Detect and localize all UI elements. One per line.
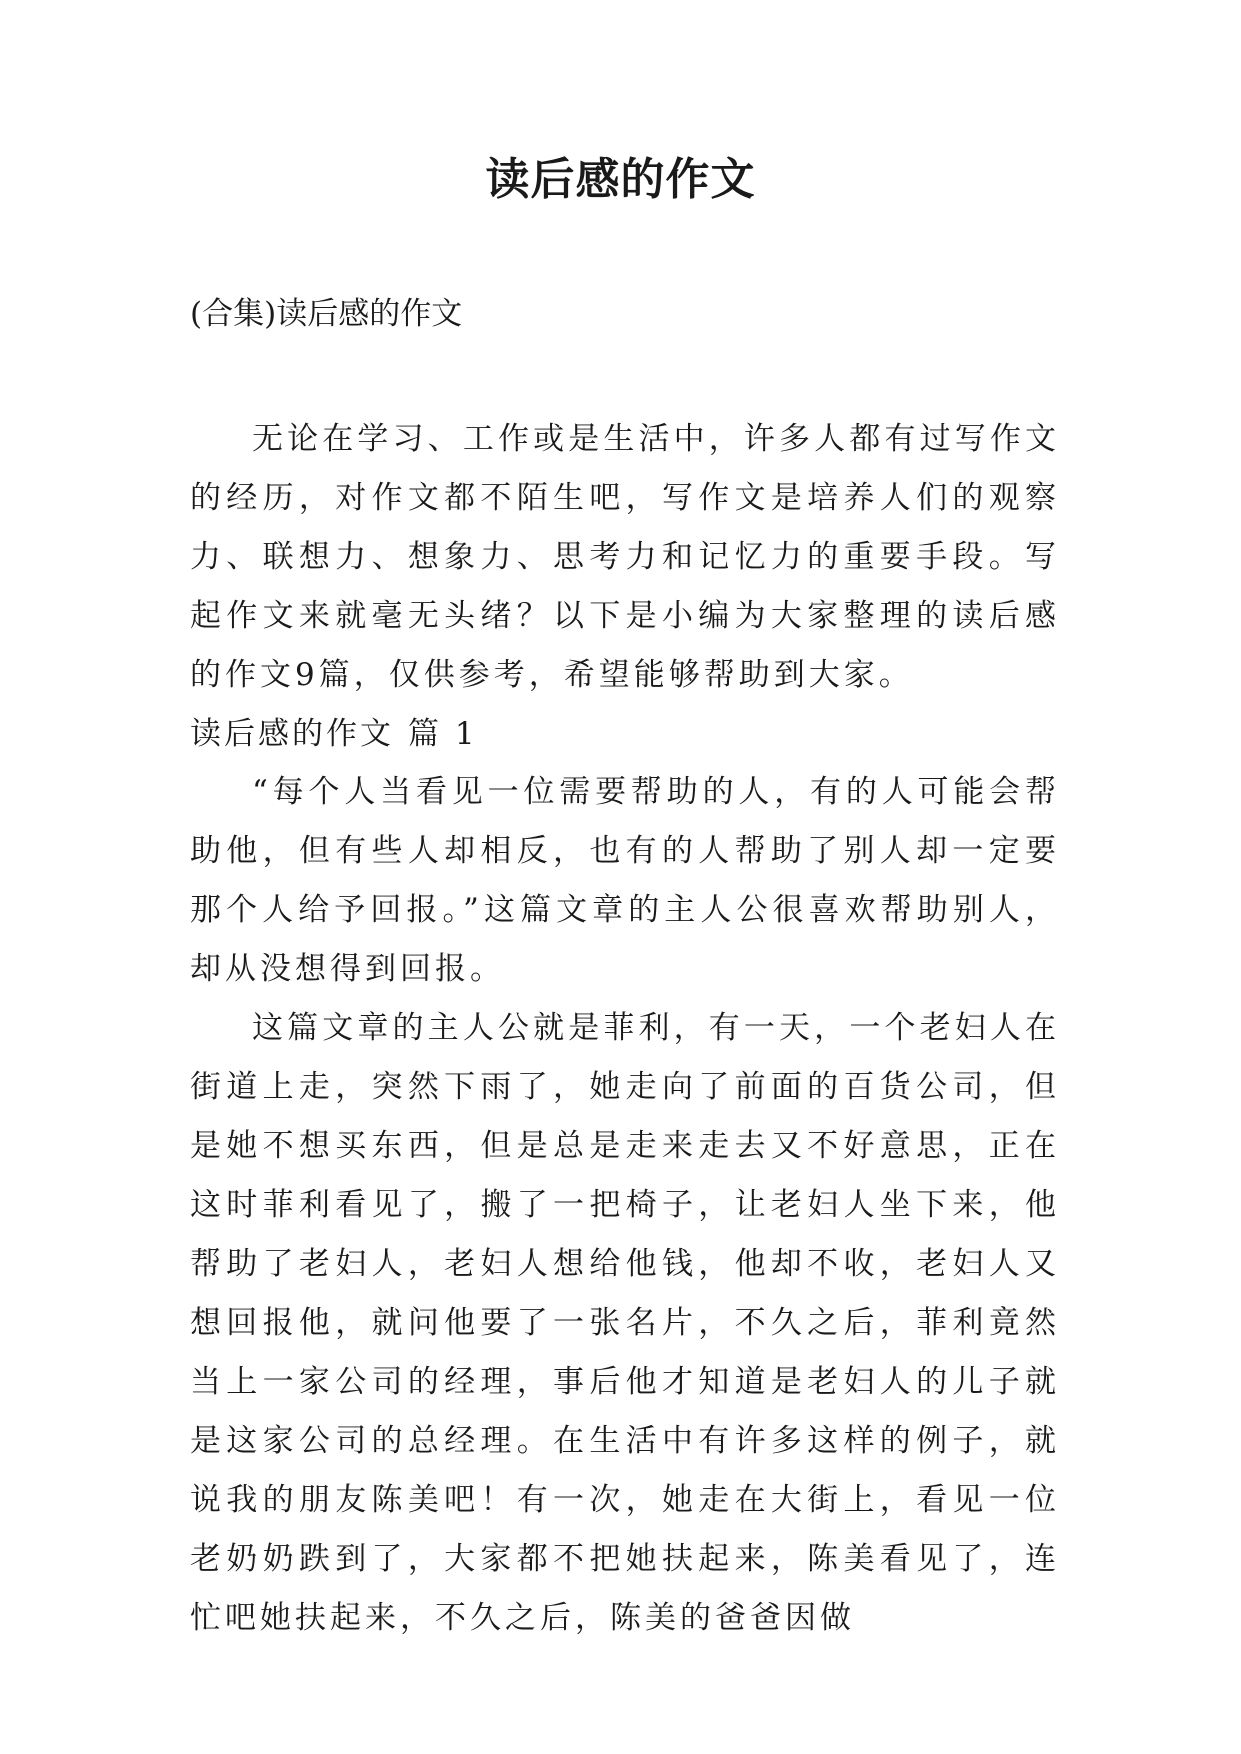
section-heading-number: 篇 1 [408, 716, 478, 752]
document-subtitle: (合集)读后感的作文 [190, 296, 463, 332]
section-heading [190, 705, 1060, 764]
section-heading-text: 读后感的作文 [190, 716, 394, 752]
section-paragraph-2: 这篇文章的主人公就是菲利，有一天，一个老妇人在街道上走，突然下雨了，她走向了前面的百货公司，但是她不想买东西，但是总是走来走去又不好意思，正在这时菲利看见了，搬了一把椅子，让老妇人坐下来，他帮助了老妇人，老妇人想给他钱，他却不收，老妇人又想回报他，就问他要了一张名片，不久之后，菲利竟然当上一家公司的经理，事后他才知道是老妇人的儿子就是这家公司的总经理。在生活中有许多这样的例子，就说我的朋友陈美吧！有一次，她走在大街上，看见一位老奶奶跌到了，大家都不把她扶起来，陈美看见了，连忙吧她扶起来，不久之后，陈美的爸爸因做 [190, 1010, 1060, 1636]
intro-paragraph: 无论在学习、工作或是生活中，许多人都有过写作文的经历，对作文都不陌生吧，写作文是培养人们的观察力、联想力、想象力、思考力和记忆力的重要手段。写起作文来就毫无头绪？以下是小编为大家整理的读后感的作文9篇，仅供参考，希望能够帮助到大家。 [190, 421, 1060, 693]
document-title: 读后感的作文 [485, 154, 756, 205]
section-paragraph-1: “每个人当看见一位需要帮助的人，有的人可能会帮助他，但有些人却相反，也有的人帮助了别人却一定要那个人给予回报。”这篇文章的主人公很喜欢帮助别人，却从没想得到回报。 [190, 774, 1060, 987]
document-body [190, 410, 1060, 1648]
